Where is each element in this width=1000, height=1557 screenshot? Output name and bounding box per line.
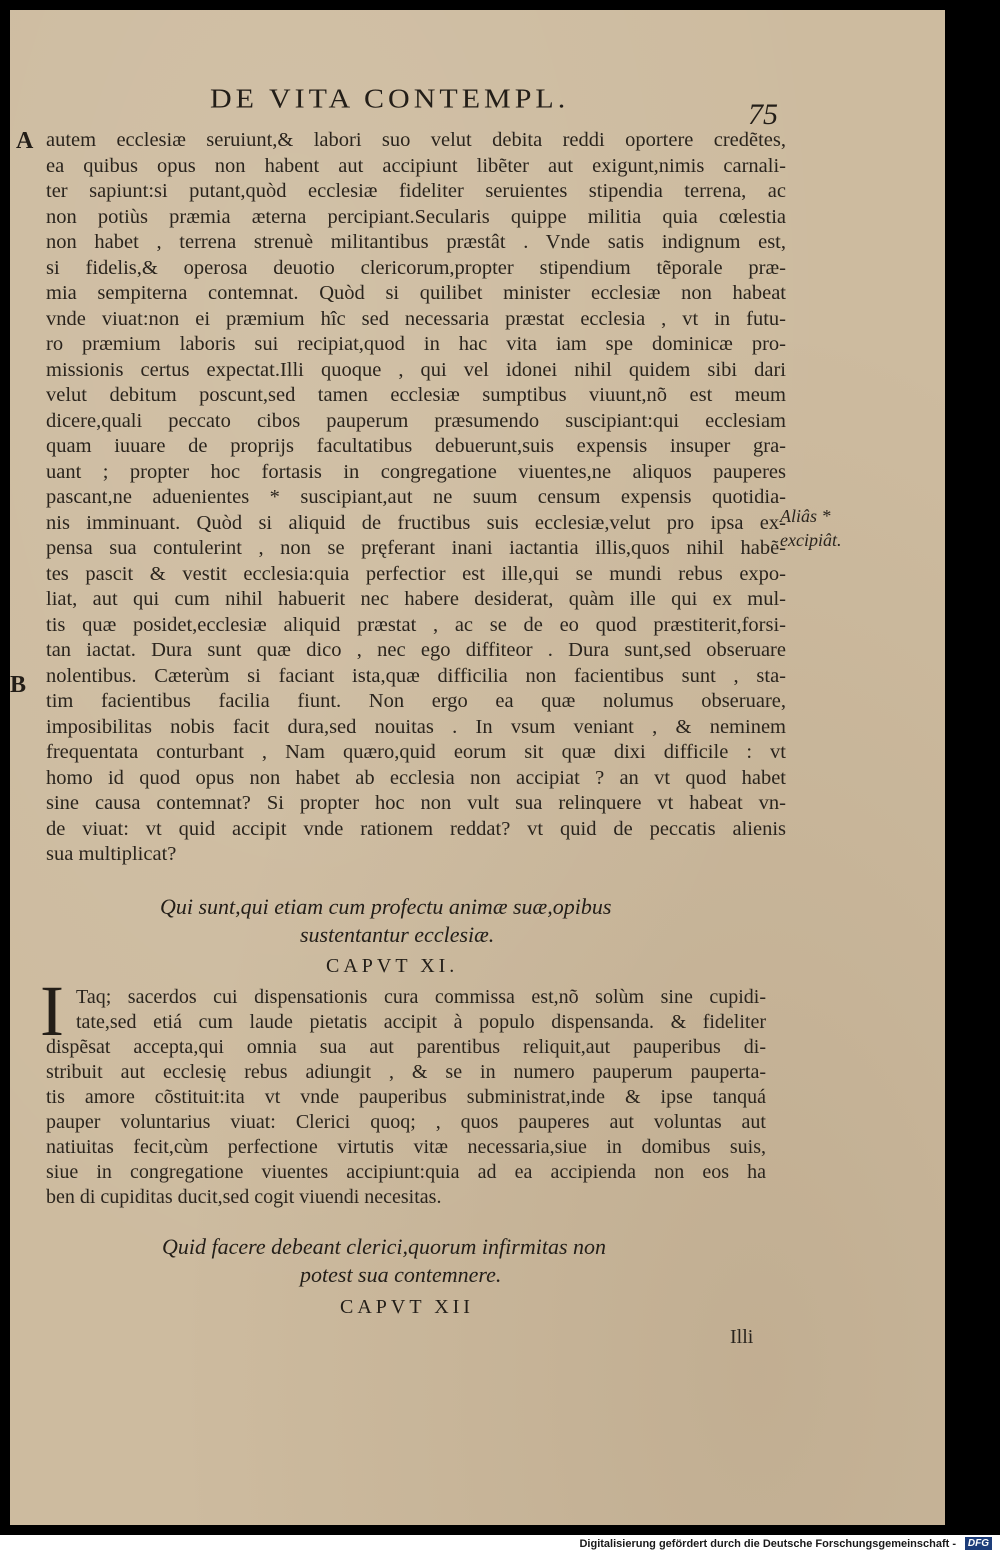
text-line: dispẽsat accepta,qui omnia sua aut parentibus reliquit,aut pauperibus di-: [46, 1036, 766, 1058]
margin-letter-b: B: [10, 672, 27, 698]
text-line: pascant,ne aduenientes * suscipiant,aut ne suum censum expensis quotidia-: [46, 486, 786, 508]
drop-cap-initial: I: [40, 971, 64, 1051]
text-line: homo id quod opus non habet ab ecclesia non accipiat ? an vt quod habet: [46, 766, 786, 789]
text-line: non habet , terrena strenuè militantibus præstât . Vnde satis indignum est,: [46, 231, 786, 253]
main-text-block: [46, 128, 786, 868]
text-line: imposibilitas nobis facit dura,sed nouitas . In vsum veniant , & neminem: [46, 715, 786, 738]
text-line: autem ecclesiæ seruiunt,& labori suo velut debita reddi oportere credẽtes,: [46, 129, 786, 151]
text-line: pauper voluntarius viuat: Clerici quoq; , quos pauperes aut voluntas aut: [46, 1111, 766, 1133]
book-page: [10, 10, 945, 1525]
text-line: natiuitas fecit,cùm perfectione virtutis vitæ necessaria,siue in domibus suis,: [46, 1136, 766, 1158]
text-line: tate,sed etiá cum laude pietatis accipit à populo dispensanda. & fideliter: [76, 1011, 766, 1033]
text-line: ro præmium laboris sui recipiat,quod in hac vita iam spe dominicæ pro-: [46, 333, 786, 355]
page-number: 75: [748, 98, 778, 131]
text-line: sua multiplicat?: [46, 843, 177, 865]
marginal-note-line: Aliâs *: [780, 506, 831, 526]
text-line: siue in congregatione viuentes accipiunt:quia ad ea accipienda non eos ha: [46, 1161, 766, 1183]
text-line: nolentibus. Cæterùm si faciant ista,quæ difficilia non facientibus sunt , sta-: [46, 664, 786, 687]
text-line: tim facientibus facilia fiunt. Non ergo ea quæ nolumus obseruare,: [46, 690, 786, 712]
text-line: vnde viuat:non ei præmium hîc sed necessaria præstat ecclesia , vt in futu-: [46, 307, 786, 330]
text-line: si fidelis,& operosa deuotio clericorum,propter stipendium tẽporale præ-: [46, 256, 786, 279]
chapter-xi-heading: CAPVT XI.: [326, 955, 459, 977]
text-line: pensa sua contulerint , non se pręferant inani iactantia illis,quos nihil habẽ-: [46, 537, 786, 559]
margin-letter-a: A: [16, 128, 34, 154]
text-line: dicere,quali peccato cibos pauperum præsumendo suscipiant:qui ecclesiam: [46, 409, 786, 432]
text-line: uant ; propter hoc fortasis in congregatione viuentes,ne aliquos pauperes: [46, 460, 786, 483]
chapter-xi-text: [46, 985, 766, 1210]
text-line: tan iactat. Dura sunt quæ dico , nec ego diffiteor . Dura sunt,sed obseruare: [46, 639, 786, 661]
text-line: stribuit aut ecclesię rebus adiungit , & se in numero pauperum pauperta-: [46, 1061, 766, 1083]
funding-credit: Digitalisierung gefördert durch die Deutsche Forschungsgemeinschaft -: [579, 1538, 956, 1550]
text-line: velut debitum poscunt,sed tamen ecclesiæ sumptibus viuunt,nõ est meum: [46, 384, 786, 406]
running-title: DE VITA CONTEMPL.: [210, 83, 570, 114]
text-line: tis amore cõstituit:ita vt vnde pauperibus subministrat,inde & ipse tanquá: [46, 1086, 766, 1108]
text-line: missionis certus expectat.Illi quoque , qui vel idonei nihil quidem sibi dari: [46, 358, 786, 381]
text-line: ter sapiunt:si putant,quòd ecclesiæ fideliter seruientes stipendia terrena, ac: [46, 180, 786, 202]
text-line: nis imminuant. Quòd si aliquid de fructibus suis ecclesiæ,velut pro ipsa ex-: [46, 511, 786, 534]
text-line: non potiùs præmia æterna percipiant.Secularis quippe militia quia cœlestia: [46, 205, 786, 228]
chapter-xi-rubric-line2: sustentantur ecclesiæ.: [300, 922, 495, 947]
text-line: mia sempiterna contemnat. Quòd si quilibet minister ecclesiæ non habeat: [46, 282, 786, 304]
text-line: sine causa contemnat? Si propter hoc non vult sua relinquere vt habeat vn-: [46, 792, 786, 814]
text-line: tes pascit & vestit ecclesia:quia perfectior est ille,qui se mundi rebus expo-: [46, 562, 786, 585]
chapter-xii-heading: CAPVT XII: [340, 1296, 474, 1318]
text-line: frequentata conturbant , Nam quæro,quid eorum sit quæ dixi difficile : vt: [46, 741, 786, 763]
text-line: Taq; sacerdos cui dispensationis cura commissa est,nõ solùm sine cupidi-: [76, 986, 766, 1008]
catchword: Illi: [730, 1326, 754, 1348]
text-line: ea quibus opus non habent aut accipiunt libẽter aut exigunt,nimis carnali-: [46, 154, 786, 177]
text-line: liat, aut qui cum nihil habuerit nec habere desiderat, quàm ille qui ex mul-: [46, 588, 786, 610]
text-line: quam iuuare de proprijs facultatibus debuerunt,suis expensis insuper gra-: [46, 435, 786, 457]
marginal-note-line: excipiât.: [780, 530, 842, 550]
dfg-logo: DFG: [965, 1537, 992, 1550]
text-line: de viuat: vt quid accipit vnde rationem reddat? vt quid de peccatis alienis: [46, 817, 786, 840]
chapter-xii-rubric-line2: potest sua contemnere.: [300, 1262, 502, 1287]
chapter-xi-rubric-line1: Qui sunt,qui etiam cum profectu animæ suæ,opibus: [160, 894, 612, 919]
marginal-note: [780, 504, 870, 552]
text-line: tis quæ posidet,ecclesiæ aliquid præstat , ac se de eo quod præstiterit,forsi-: [46, 613, 786, 636]
chapter-xii-rubric-line1: Quid facere debeant clerici,quorum infirmitas non: [162, 1234, 607, 1259]
text-line: ben di cupiditas ducit,sed cogit viuendi necesitas.: [46, 1186, 442, 1208]
